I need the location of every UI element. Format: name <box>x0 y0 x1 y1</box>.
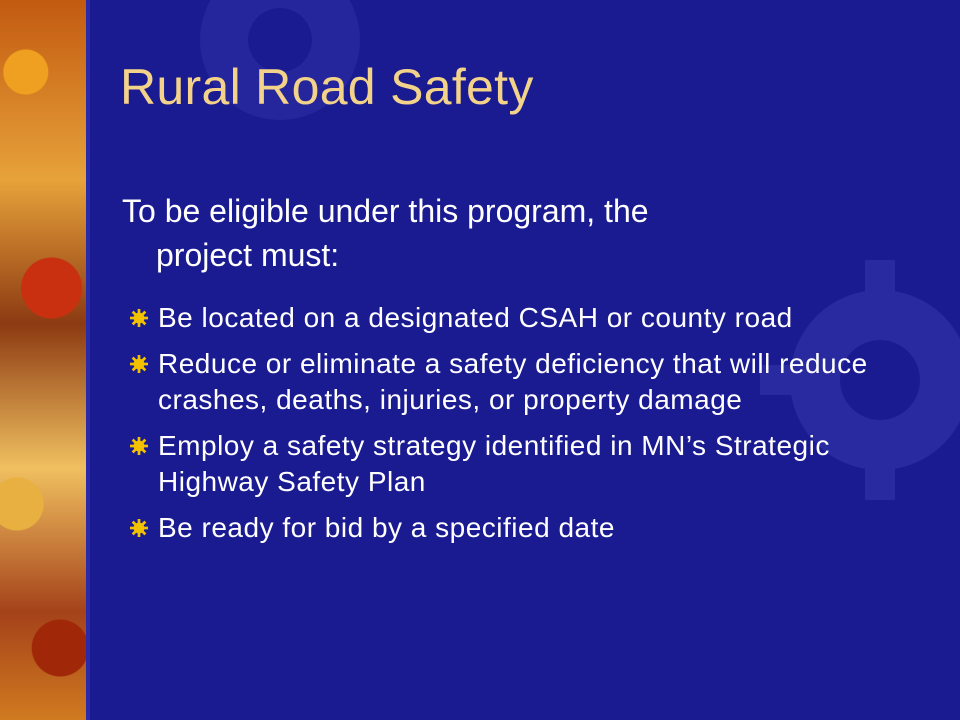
intro-line-1: To be eligible under this program, the <box>122 193 649 229</box>
bullet-item <box>130 428 910 500</box>
slide-title: Rural Road Safety <box>120 59 534 115</box>
bullet-list <box>130 300 910 556</box>
bullet-text: Be located on a designated CSAH or county road <box>158 302 793 333</box>
bullet-item <box>130 300 910 336</box>
bullet-item <box>130 510 910 546</box>
bullet-text: Be ready for bid by a specified date <box>158 512 615 543</box>
decorative-gear-strip <box>0 0 86 720</box>
bullet-item <box>130 346 910 418</box>
gear-bullet-icon <box>130 355 148 373</box>
intro-line-2: project must: <box>156 237 340 273</box>
strip-edge <box>86 0 90 720</box>
gear-bullet-icon <box>130 309 148 327</box>
gear-bullet-icon <box>130 519 148 537</box>
bullet-text: Reduce or eliminate a safety deficiency that will reduce crashes, deaths, injuries, or property damage <box>158 348 868 415</box>
bullet-text: Employ a safety strategy identified in MN’s Strategic Highway Safety Plan <box>158 430 830 497</box>
intro-text <box>122 189 902 277</box>
gear-bullet-icon <box>130 437 148 455</box>
